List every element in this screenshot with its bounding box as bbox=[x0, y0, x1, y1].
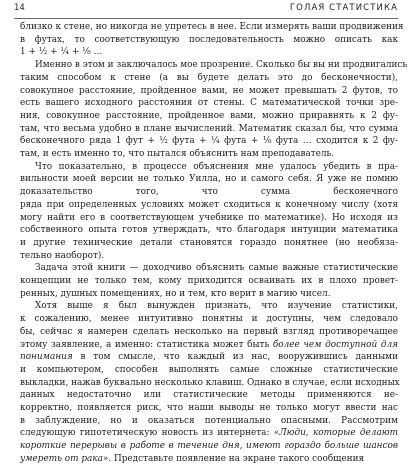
text-line bbox=[20, 212, 398, 225]
text-line bbox=[20, 173, 398, 186]
text-segment: есть вашего исходного расстояния от стены. С математической точки зре- bbox=[20, 98, 398, 109]
text-line bbox=[20, 377, 398, 390]
text-line bbox=[20, 148, 398, 161]
text-line bbox=[20, 339, 398, 352]
text-line bbox=[35, 300, 398, 313]
text-segment: бы, сейчас я намерен сделать несколько на первый взгляд противоречащее bbox=[20, 326, 398, 337]
text-line bbox=[20, 34, 398, 47]
italic-text: короткие перерывы в работе в течение дня, имеют гораздо больше шансов bbox=[20, 441, 398, 452]
text-line bbox=[20, 85, 398, 98]
text-segment: Что показательно, в процессе объяснения мне удалось убедить в пра- bbox=[35, 161, 398, 172]
text-line bbox=[20, 186, 398, 199]
text-segment: ния, совокупное расстояние, пройденное вами, можно приравнять к 2 фу- bbox=[20, 110, 398, 121]
text-segment: и компьютером, способен выполнять самые сложные статистические bbox=[20, 364, 398, 375]
text-line bbox=[20, 326, 398, 339]
text-segment: доказательство того, что сумма бесконечного bbox=[20, 187, 398, 198]
text-segment: выкладки, нажав буквально несколько клавиш. Однако в случае, если исходных bbox=[20, 377, 400, 388]
text-line bbox=[20, 72, 398, 85]
text-line bbox=[20, 237, 398, 250]
text-segment: близко к стене, но никогда не упретесь в нее. Если измерять ваши продвижения bbox=[20, 22, 404, 32]
running-title: ГОЛАЯ СТАТИСТИКА bbox=[289, 3, 398, 13]
text-segment: Хотя выше я был вынужден признать, что изучение статистики, bbox=[35, 301, 398, 312]
text-line bbox=[20, 415, 398, 428]
text-line bbox=[20, 110, 398, 123]
text-segment: концепции не только тем, кому приходится осваивать их в плохо провет- bbox=[20, 276, 398, 286]
text-segment: там, и есть именно то, что пытался объяснить нам преподаватель. bbox=[20, 149, 335, 159]
text-segment: в футах, то соответствующую последовательность можно описать как bbox=[20, 34, 398, 45]
page-number: 14 bbox=[14, 3, 25, 13]
text-segment: Именно в этом и заключалось мое прозрение. Сколько бы вы ни продвигались bbox=[35, 60, 408, 71]
text-segment: таким способом к стене (а вы будете делать это до бесконечности), bbox=[20, 72, 398, 83]
text-segment: корректно, появляется риск, что наши выводы не только могут ввести нас bbox=[20, 403, 398, 413]
italic-text: умереть от рака bbox=[20, 453, 103, 464]
text-line bbox=[20, 275, 398, 288]
text-segment: вильности моей версии не только Уилла, но и самого себя. Я уже не помню bbox=[20, 174, 398, 185]
text-line bbox=[20, 224, 398, 237]
text-segment: там, что весьма удобно в плане вычислений. Математик сказал бы, что сумма bbox=[20, 123, 398, 134]
text-segment: следующую гипотетическую новость из интернета: « bbox=[20, 428, 280, 439]
text-line bbox=[20, 250, 398, 263]
text-line bbox=[20, 364, 398, 377]
text-line bbox=[20, 46, 398, 59]
text-line bbox=[35, 262, 398, 275]
text-line bbox=[20, 427, 398, 440]
text-line bbox=[20, 351, 398, 364]
italic-text: Люди, которые делают bbox=[279, 428, 398, 439]
text-segment: данных недостаточно или статистические методы применяются не- bbox=[20, 390, 398, 401]
text-segment: ». Представьте появление на экране такого сообщения bbox=[102, 453, 365, 464]
page-header bbox=[14, 3, 398, 19]
text-segment: в том смысле, что каждый из нас, вооружившись данными bbox=[72, 352, 398, 363]
text-line bbox=[20, 453, 398, 466]
text-segment: могу найти его в соответствующем учебнике по математике). Но исходя из bbox=[20, 212, 398, 223]
text-line bbox=[20, 21, 404, 34]
text-segment: в заблуждение, но и оказаться потенциально опасными. Рассмотрим bbox=[20, 415, 398, 426]
text-segment: бесконечного ряда 1 фут + ½ фута + ¼ фута + ⅛ фута … сходится к 2 фу- bbox=[20, 136, 398, 147]
text-line bbox=[20, 440, 398, 453]
text-line bbox=[35, 161, 398, 174]
text-segment: 1 + ½ + ¼ + ⅛ … bbox=[20, 47, 103, 58]
text-segment: тельно наоборот). bbox=[20, 250, 105, 261]
text-line bbox=[20, 389, 398, 402]
text-line bbox=[20, 123, 398, 136]
text-segment: собственного опыта готов утверждать, что благодаря интуиции математика bbox=[20, 225, 398, 236]
text-segment: к сожалению, менее интуитивно понятны и доступны, чем следовало bbox=[20, 314, 398, 325]
text-segment: Задача этой книги — доходчиво объяснить самые важные статистические bbox=[35, 263, 398, 274]
text-segment: этому заявление, а именно: статистика может быть bbox=[20, 339, 273, 350]
text-line bbox=[20, 97, 398, 110]
text-segment: ряда при определенных условиях может сходиться к конечному числу (хотя bbox=[20, 199, 398, 210]
italic-text: понимания bbox=[20, 352, 73, 363]
text-line bbox=[20, 199, 398, 212]
text-segment: ренных, душных помещениях, но и тем, кто верит в магию чисел. bbox=[20, 288, 331, 299]
text-line bbox=[20, 313, 398, 326]
text-line bbox=[20, 135, 398, 148]
text-line bbox=[20, 402, 398, 415]
text-segment: и другие технические детали становятся гораздо понятнее (но необяза- bbox=[20, 237, 398, 248]
text-line bbox=[20, 288, 398, 301]
text-line bbox=[35, 59, 408, 72]
italic-text: более чем доступной для bbox=[272, 339, 398, 350]
text-segment: совокупное расстояние, пройденное вами, не может превышать 2 футов, то bbox=[20, 85, 398, 96]
